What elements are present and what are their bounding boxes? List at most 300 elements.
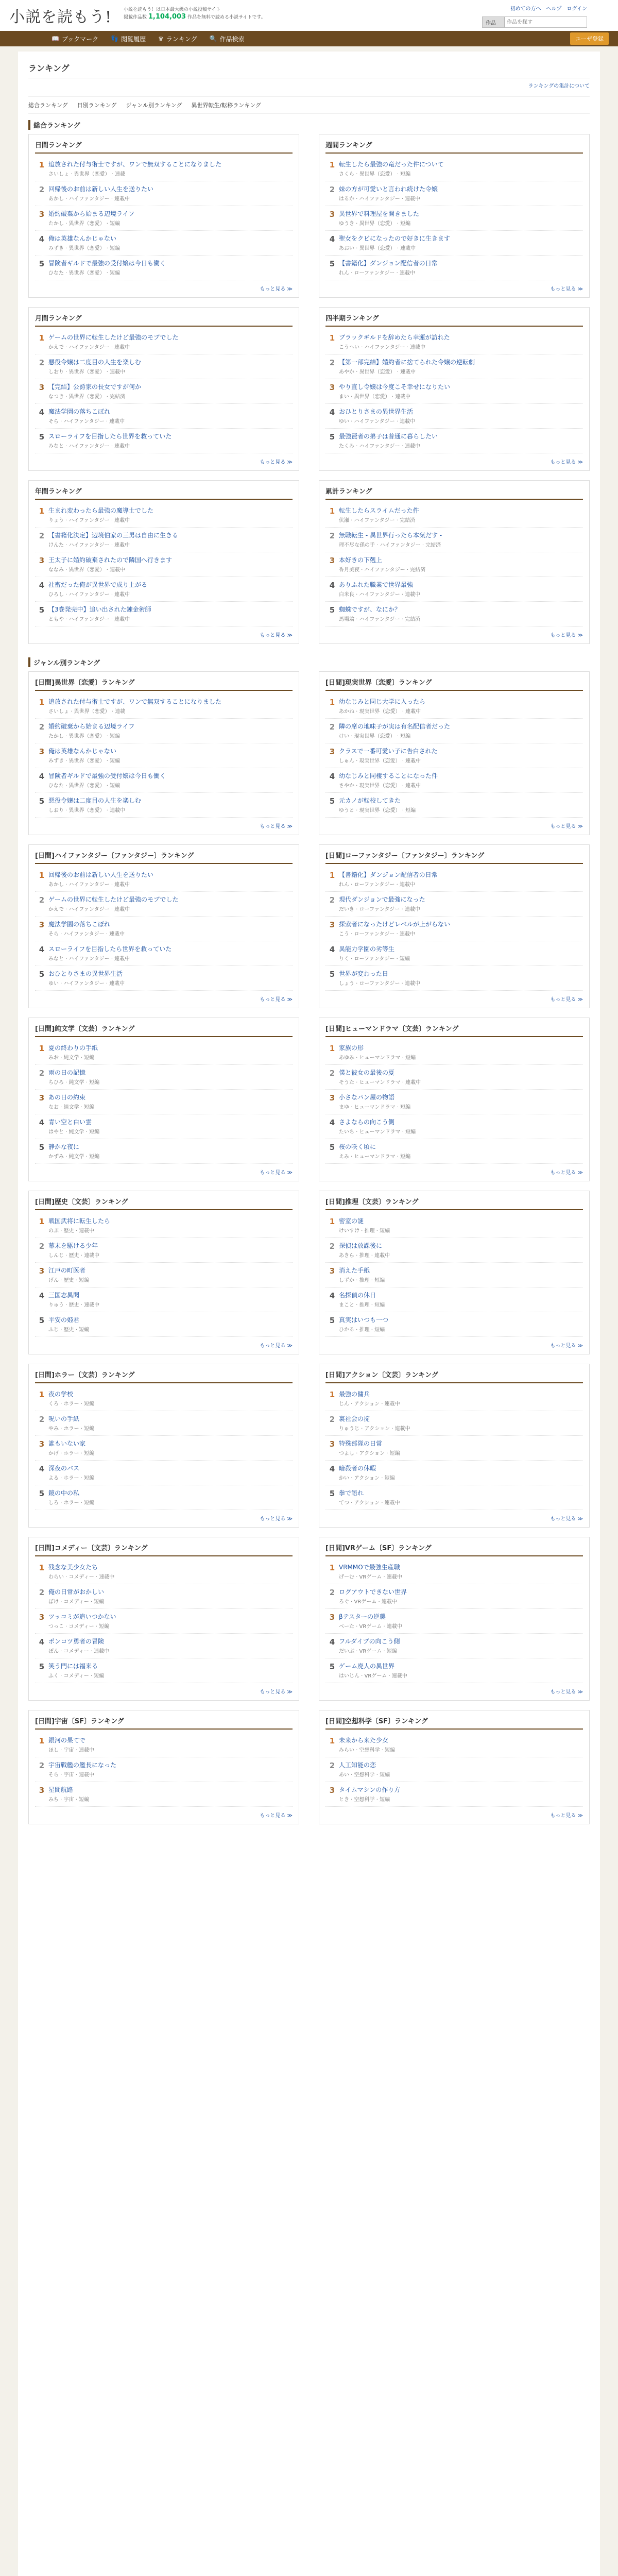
entry-info [339, 259, 583, 276]
entry-info [339, 506, 583, 523]
novel-title-link[interactable]: 戦国武将に転生したら [48, 1217, 111, 1225]
entry-info [339, 1291, 583, 1308]
entry-info [48, 506, 293, 523]
ranking-entry [35, 577, 293, 602]
more-link[interactable]: もっと見る ≫ [550, 997, 583, 1003]
novel-title-link[interactable]: ゲームの世界に転生したけど最強のモブでした [48, 334, 179, 341]
more-link[interactable]: もっと見る ≫ [260, 1689, 293, 1695]
novel-title-link[interactable]: 誰もいない家 [48, 1440, 86, 1447]
more-link[interactable]: もっと見る ≫ [550, 1170, 583, 1176]
entry-info [339, 895, 583, 912]
entry-info [339, 1439, 583, 1456]
rank-number: 2 [39, 1588, 45, 1597]
entry-info [48, 605, 293, 622]
ranking-entry [325, 1287, 583, 1312]
novel-meta: げーむ · VRゲーム · 連載中 [339, 1574, 402, 1580]
novel-meta: れん · ローファンタジー · 連載中 [339, 270, 415, 276]
novel-meta: 馬場翁 · ハイファンタジー · 完結済 [339, 617, 421, 622]
novel-title-link[interactable]: 聖女をクビになったので好きに生きます [339, 235, 451, 242]
novel-title-link[interactable]: 【書籍化】ダンジョン配信者の日常 [339, 260, 438, 267]
novel-title-link[interactable]: 【書籍化決定】辺境伯家の三男は自由に生きる [48, 532, 179, 539]
novel-title-link[interactable]: 王太子に婚約破棄されたので隣国へ行きます [48, 556, 173, 564]
novel-meta: はいじん · VRゲーム · 連載中 [339, 1673, 407, 1679]
entry-info [339, 1786, 583, 1803]
novel-title-link[interactable]: 未来から来た少女 [339, 1737, 389, 1744]
entry-info [339, 358, 583, 375]
novel-title-link[interactable]: 鏡の中の私 [48, 1489, 80, 1497]
rank-number: 5 [39, 796, 45, 806]
novel-title-link[interactable]: 夜の学校 [48, 1391, 74, 1398]
entry-info [48, 747, 293, 764]
novel-title-link[interactable]: 特殊部隊の日常 [339, 1440, 383, 1447]
novel-title-link[interactable]: クラスで一番可愛い子に告白された [339, 748, 438, 755]
novel-title-link[interactable]: 暗殺者の休暇 [339, 1465, 376, 1472]
ranking-entry [35, 1386, 293, 1411]
novel-title-link[interactable]: 転生したらスライムだった件 [339, 507, 419, 514]
rank-number: 3 [329, 556, 335, 565]
novel-meta: かげ · ホラー · 短編 [48, 1451, 95, 1456]
novel-title-link[interactable]: 星間航路 [48, 1786, 74, 1793]
more-link[interactable]: もっと見る ≫ [260, 633, 293, 638]
ranking-entry [325, 157, 583, 181]
ranking-entry [325, 1040, 583, 1065]
novel-title-link[interactable]: 無職転生 ‐ 異世界行ったら本気だす ‐ [339, 532, 442, 539]
novel-title-link[interactable]: 元カノが転校してきた [339, 797, 401, 804]
novel-title-link[interactable]: 笑う門には福来る [48, 1663, 98, 1670]
more-link[interactable]: もっと見る ≫ [260, 1516, 293, 1522]
novel-title-link[interactable]: ログアウトできない世界 [339, 1588, 407, 1596]
novel-title-link[interactable]: ありふれた職業で世界最強 [339, 581, 414, 588]
toplink-help[interactable]: ヘルプ [546, 6, 562, 12]
novel-title-link[interactable]: 【第一部完結】婚約者に捨てられた令嬢の逆転劇 [339, 359, 475, 366]
tab-isekai[interactable]: 異世界転生/転移ランキング [191, 102, 261, 109]
novel-title-link[interactable]: 魔法学園の落ちこぼれ [48, 921, 111, 928]
ranking-entry [325, 1461, 583, 1485]
rank-number: 1 [39, 1563, 45, 1572]
novel-title-link[interactable]: 回帰後のお前は新しい人生を送りたい [48, 871, 154, 878]
rank-number: 3 [39, 1093, 45, 1103]
novel-title-link[interactable]: 静かな夜に [48, 1143, 80, 1150]
novel-title-link[interactable]: βテスターの逆襲 [339, 1613, 386, 1620]
ranking-box [28, 1537, 299, 1701]
novel-meta: つっこ · コメディー · 短編 [48, 1624, 110, 1630]
entry-info [48, 1613, 293, 1630]
rank-number: 3 [39, 920, 45, 929]
novel-meta: あゆみ · ヒューマンドラマ · 短編 [339, 1055, 416, 1061]
novel-meta: のぶ · 歴史 · 連載中 [48, 1228, 95, 1234]
novel-meta: そら · ハイファンタジー · 連載中 [48, 931, 125, 937]
rank-number: 3 [329, 1266, 335, 1276]
novel-meta: なつき · 異世界（恋愛） · 完結済 [48, 394, 126, 400]
ranking-entry [35, 181, 293, 206]
novel-meta: 白米良 · ハイファンタジー · 連載中 [339, 592, 421, 598]
ranking-box [319, 480, 590, 644]
more-link[interactable]: もっと見る ≫ [260, 1343, 293, 1349]
ranking-entry [35, 503, 293, 528]
rank-number: 2 [329, 1761, 335, 1770]
rank-number: 5 [329, 1316, 335, 1325]
ranking-entry [325, 404, 583, 429]
rank-number: 5 [329, 1662, 335, 1671]
ranking-entry [35, 1461, 293, 1485]
novel-title-link[interactable]: 幼なじみと同じ大学に入ったら [339, 698, 426, 705]
ranking-page [18, 52, 600, 2576]
novel-title-link[interactable]: 隣の席の地味子が実は有名配信者だった [339, 723, 451, 730]
novel-meta: ふじ · 歴史 · 短編 [48, 1327, 90, 1333]
novel-meta: まゆ · ヒューマンドラマ · 短編 [339, 1105, 411, 1110]
rank-number: 3 [39, 556, 45, 565]
nav-ranking[interactable]: ♛ ランキング [158, 35, 197, 43]
ranking-tabs [28, 96, 590, 114]
ranking-entry [325, 231, 583, 256]
novel-title-link[interactable]: ゲーム廃人の異世界 [339, 1663, 395, 1670]
ranking-box [28, 480, 299, 644]
ranking-box [28, 1364, 299, 1528]
nav-bookmark[interactable]: 📖 ブックマーク [52, 35, 99, 43]
novel-title-link[interactable]: 追放された付与術士ですが、ワンで無双することになりました [48, 698, 222, 705]
novel-meta: れん · ローファンタジー · 連載中 [339, 882, 415, 888]
ranking-entry [35, 206, 293, 231]
novel-title-link[interactable]: 三国志異聞 [48, 1292, 80, 1299]
ranking-entry [325, 1584, 583, 1609]
ranking-entry [325, 528, 583, 552]
novel-title-link[interactable]: さよならの向こう側 [339, 1118, 395, 1126]
entry-info [48, 1316, 293, 1333]
rank-number: 5 [329, 1489, 335, 1498]
rank-number: 3 [329, 1439, 335, 1449]
tab-genre[interactable]: ジャンル別ランキング [126, 102, 182, 109]
tab-overall[interactable]: 総合ランキング [28, 102, 68, 109]
entry-info [48, 1093, 293, 1110]
novel-title-link[interactable]: 宇宙戦艦の艦長になった [48, 1761, 117, 1769]
novel-title-link[interactable]: 名探偵の休日 [339, 1292, 376, 1299]
ranking-entry [325, 206, 583, 231]
rank-number: 2 [39, 1242, 45, 1251]
novel-title-link[interactable]: 俺は英雄なんかじゃない [48, 748, 117, 755]
entry-info [48, 333, 293, 350]
history-icon: 👣 [111, 35, 119, 42]
site-tagline [124, 6, 278, 21]
novel-meta: ぽん · コメディー · 連載中 [48, 1649, 110, 1654]
rank-number: 3 [329, 1786, 335, 1795]
novel-title-link[interactable]: 雨の日の記憶 [48, 1069, 86, 1076]
rank-number: 4 [39, 1637, 45, 1647]
novel-meta: みなと · ハイファンタジー · 連載中 [48, 444, 130, 449]
ranking-entry [325, 1213, 583, 1238]
rank-number: 3 [39, 1439, 45, 1449]
novel-title-link[interactable]: 魔法学園の落ちこぼれ [48, 408, 111, 415]
ranking-box [28, 1018, 299, 1181]
novel-title-link[interactable]: ゲームの世界に転生したけど最強のモブでした [48, 896, 179, 903]
rank-number: 2 [39, 1415, 45, 1424]
entry-info [48, 185, 293, 202]
rank-number: 3 [39, 210, 45, 219]
rank-number: 2 [329, 1242, 335, 1251]
ranking-box-title: [日間]宇宙〔SF〕ランキング [35, 1716, 293, 1730]
section-overall-title: 総合ランキング [28, 120, 590, 130]
more-link[interactable]: もっと見る ≫ [550, 1689, 583, 1695]
entry-info [339, 1588, 583, 1605]
ranking-entry [35, 602, 293, 626]
ranking-entry [35, 1658, 293, 1683]
novel-title-link[interactable]: 【書籍化】ダンジョン配信者の日常 [339, 871, 438, 878]
novel-title-link[interactable]: あの日の約束 [48, 1094, 86, 1101]
more-link[interactable]: もっと見る ≫ [260, 1170, 293, 1176]
novel-title-link[interactable]: 現代ダンジョンで最強になった [339, 896, 425, 903]
novel-title-link[interactable]: おひとりさまの異世界生活 [339, 408, 414, 415]
ranking-entry [35, 1609, 293, 1634]
novel-title-link[interactable]: ブラックギルドを辞めたら幸運が訪れた [339, 334, 450, 341]
ranking-box-title: [日間]ハイファンタジー〔ファンタジー〕ランキング [35, 850, 293, 864]
novel-title-link[interactable]: 冒険者ギルドで最強の受付嬢は今日も働く [48, 772, 166, 779]
ranking-entry [325, 354, 583, 379]
novel-title-link[interactable]: 僕と彼女の最後の夏 [339, 1069, 395, 1076]
rank-number: 2 [39, 1761, 45, 1770]
novel-meta: そら · ハイファンタジー · 連載中 [48, 419, 125, 425]
novel-title-link[interactable]: 呪いの手紙 [48, 1415, 80, 1422]
entry-info [339, 1069, 583, 1086]
novel-meta: とき · 空想科学 · 短編 [339, 1797, 390, 1803]
more-link[interactable]: もっと見る ≫ [260, 824, 293, 829]
rank-number: 4 [329, 1637, 335, 1647]
ranking-help-link[interactable]: ランキングの集計について [528, 83, 590, 89]
entry-info [48, 1761, 293, 1778]
novel-title-link[interactable]: 残念な美少女たち [48, 1564, 98, 1571]
entry-info [339, 1613, 583, 1630]
entry-info [339, 796, 583, 814]
rank-number: 5 [39, 1143, 45, 1152]
ranking-box-title: [日間]異世界〔恋愛〕ランキング [35, 677, 293, 691]
novel-title-link[interactable]: 夏の終わりの手紙 [48, 1044, 98, 1052]
rank-number: 1 [39, 1736, 45, 1745]
entry-info [339, 1489, 583, 1506]
novel-title-link[interactable]: 悪役令嬢は二度目の人生を楽しむ [48, 359, 142, 366]
novel-title-link[interactable]: 裏社会の掟 [339, 1415, 370, 1422]
novel-title-link[interactable]: VRMMOで最強生産職 [339, 1564, 400, 1571]
novel-title-link[interactable]: 拳で語れ [339, 1489, 364, 1497]
novel-title-link[interactable]: 回帰後のお前は新しい人生を送りたい [48, 185, 154, 193]
ranking-box-title: [日間]歴史〔文芸〕ランキング [35, 1196, 293, 1210]
main-nav [0, 31, 618, 46]
novel-title-link[interactable]: 桜の咲く頃に [339, 1143, 376, 1150]
novel-meta: かえで · ハイファンタジー · 連載中 [48, 907, 130, 912]
novel-title-link[interactable]: 冒険者ギルドで最強の受付嬢は今日も働く [48, 260, 166, 267]
novel-title-link[interactable]: 人工知能の恋 [339, 1761, 376, 1769]
more-link[interactable]: もっと見る ≫ [260, 997, 293, 1003]
novel-title-link[interactable]: ツッコミが追いつかない [48, 1613, 116, 1620]
ranking-entry [35, 966, 293, 991]
novel-meta: ひなた · 異世界（恋愛） · 短編 [48, 270, 121, 276]
novel-title-link[interactable]: 探偵は放課後に [339, 1242, 383, 1249]
novel-title-link[interactable]: 探索者になったけどレベルが上がらない [339, 921, 451, 928]
novel-title-link[interactable]: 【3巻発売中】追い出された錬金術師 [48, 606, 151, 613]
more-link[interactable]: もっと見る ≫ [260, 460, 293, 465]
ranking-entry [35, 941, 293, 966]
novel-title-link[interactable]: 銀河の果てで [48, 1737, 86, 1744]
novel-title-link[interactable]: 社畜だった俺が異世界で成り上がる [48, 581, 148, 588]
search-type-select[interactable]: 作品 [482, 16, 505, 28]
novel-title-link[interactable]: 幼なじみと同棲することになった件 [339, 772, 438, 779]
entry-info [48, 970, 293, 987]
novel-title-link[interactable]: フルダイブの向こう側 [339, 1638, 400, 1645]
search-input[interactable] [505, 16, 587, 28]
novel-title-link[interactable]: 追放された付与術士ですが、ワンで無双することになりました [48, 161, 222, 168]
rank-number: 4 [39, 1464, 45, 1473]
ranking-box [28, 134, 299, 298]
novel-title-link[interactable]: 俺の日常がおかしい [48, 1588, 105, 1596]
ranking-entry [325, 1065, 583, 1090]
novel-meta: さくら · 異世界（恋愛） · 短編 [339, 172, 411, 177]
ranking-entry [325, 429, 583, 453]
ranking-box-title: 累計ランキング [325, 486, 583, 500]
more-link[interactable]: もっと見る ≫ [260, 286, 293, 292]
nav-history[interactable]: 👣 閲覧履歴 [111, 35, 146, 43]
novel-title-link[interactable]: 悪役令嬢は二度目の人生を楽しむ [48, 797, 142, 804]
novel-title-link[interactable]: 青い空と白い雲 [48, 1118, 92, 1126]
novel-title-link[interactable]: 婚約破棄から始まる辺境ライフ [48, 210, 135, 217]
rank-number: 2 [329, 1588, 335, 1597]
novel-title-link[interactable]: おひとりさまの異世界生活 [48, 970, 123, 977]
entry-info [339, 408, 583, 425]
rank-number: 1 [39, 1390, 45, 1399]
tab-daily[interactable]: 日別ランキング [77, 102, 117, 109]
novel-title-link[interactable]: 平安の姫君 [48, 1316, 80, 1324]
nav-search[interactable]: 🔍 作品検索 [209, 35, 245, 43]
novel-title-link[interactable]: 生まれ変わったら最強の魔導士でした [48, 507, 153, 514]
ranking-box [319, 1364, 590, 1528]
novel-meta: みずき · 異世界（恋愛） · 短編 [48, 246, 121, 251]
ranking-entry [325, 1411, 583, 1436]
rank-number: 4 [39, 772, 45, 781]
novel-title-link[interactable]: 密室の謎 [339, 1217, 364, 1225]
ranking-entry [325, 1658, 583, 1683]
novel-title-link[interactable]: 消えた手紙 [339, 1267, 370, 1274]
entry-info [48, 1143, 293, 1160]
rank-number: 2 [39, 531, 45, 540]
ranking-entry [325, 602, 583, 626]
novel-meta: まい · 異世界（恋愛） · 連載中 [339, 394, 411, 400]
novel-meta: しずか · 推理 · 短編 [339, 1278, 385, 1283]
entry-info [48, 1390, 293, 1407]
ranking-entry [325, 1436, 583, 1461]
novel-title-link[interactable]: ポンコツ勇者の冒険 [48, 1638, 105, 1645]
novel-title-link[interactable]: 異能力学園の劣等生 [339, 945, 395, 953]
rank-number: 4 [329, 581, 335, 590]
rank-number: 2 [329, 531, 335, 540]
more-link[interactable]: もっと見る ≫ [550, 1516, 583, 1522]
ranking-box [319, 307, 590, 471]
novel-meta: ゆうき · 異世界（恋愛） · 短編 [339, 221, 411, 227]
entry-info [339, 722, 583, 739]
rank-number: 1 [329, 1217, 335, 1226]
rank-number: 1 [329, 333, 335, 343]
novel-meta: さやか · 現実世界（恋愛） · 連載中 [339, 783, 421, 789]
novel-title-link[interactable]: 小さなパン屋の物語 [339, 1094, 395, 1101]
ranking-entry [325, 1485, 583, 1510]
novel-title-link[interactable]: 転生したら最強の竜だった件について [339, 161, 444, 168]
ranking-entry [325, 1238, 583, 1263]
novel-title-link[interactable]: やり直し令嬢は今度こそ幸せになりたい [339, 383, 451, 391]
more-link[interactable]: もっと見る ≫ [260, 1813, 293, 1819]
ranking-entry [325, 577, 583, 602]
novel-title-link[interactable]: 家族の形 [339, 1044, 364, 1052]
rank-number: 5 [39, 605, 45, 615]
entry-info [48, 1662, 293, 1679]
ranking-entry [35, 404, 293, 429]
entry-info [339, 1662, 583, 1679]
ranking-box [28, 844, 299, 1008]
novel-title-link[interactable]: 深夜のバス [48, 1465, 80, 1472]
novel-title-link[interactable]: 真実はいつも一つ [339, 1316, 389, 1324]
site-logo[interactable]: 小説を読もう! [9, 8, 112, 26]
entry-info [339, 1390, 583, 1407]
genre-ranking-grid [28, 671, 590, 1834]
more-link[interactable]: もっと見る ≫ [550, 286, 583, 292]
rank-number: 4 [329, 1291, 335, 1300]
novel-meta: だいき · ローファンタジー · 連載中 [339, 907, 420, 912]
entry-info [48, 1291, 293, 1308]
rank-number: 3 [329, 747, 335, 756]
novel-meta: まこと · 推理 · 短編 [339, 1302, 385, 1308]
novel-title-link[interactable]: 妹の方が可愛いと言われ続けた令嬢 [339, 185, 438, 193]
rank-number: 5 [329, 432, 335, 442]
novel-title-link[interactable]: 俺は英雄なんかじゃない [48, 235, 117, 242]
novel-title-link[interactable]: 幕末を駆ける少年 [48, 1242, 98, 1249]
register-button[interactable]: ユーザ登録 [570, 32, 609, 45]
ranking-entry [35, 379, 293, 404]
more-link[interactable]: もっと見る ≫ [550, 633, 583, 638]
novel-meta: べーた · VRゲーム · 連載中 [339, 1624, 402, 1630]
more-link[interactable]: もっと見る ≫ [550, 460, 583, 465]
novel-title-link[interactable]: 【完結】公爵家の長女ですが何か [48, 383, 142, 391]
rank-number: 5 [39, 432, 45, 442]
ranking-entry [325, 1560, 583, 1584]
toplink-login[interactable]: ログイン [566, 6, 587, 12]
entry-info [339, 1217, 583, 1234]
novel-meta: あかし · ハイファンタジー · 連載中 [48, 196, 130, 202]
novel-title-link[interactable]: 江戸の町医者 [48, 1267, 86, 1274]
novel-title-link[interactable]: 異世界で料理屋を開きました [339, 210, 420, 217]
more-link[interactable]: もっと見る ≫ [550, 1813, 583, 1819]
toplink-beginner[interactable]: 初めての方へ [510, 6, 541, 12]
novel-title-link[interactable]: 最強の傭兵 [339, 1391, 370, 1398]
bookmark-icon: 📖 [52, 35, 59, 42]
novel-title-link[interactable]: 世界が変わった日 [339, 970, 388, 977]
entry-info [48, 408, 293, 425]
novel-title-link[interactable]: 本好きの下剋上 [339, 556, 383, 564]
entry-info [339, 1044, 583, 1061]
novel-meta: なお · 純文学 · 短編 [48, 1105, 95, 1110]
novel-title-link[interactable]: タイムマシンの作り方 [339, 1786, 401, 1793]
entry-info [48, 871, 293, 888]
novel-title-link[interactable]: 婚約破棄から始まる辺境ライフ [48, 723, 135, 730]
rank-number: 2 [39, 185, 45, 194]
novel-meta: ぼけ · コメディー · 短編 [48, 1599, 105, 1605]
more-link[interactable]: もっと見る ≫ [550, 824, 583, 829]
novel-title-link[interactable]: スローライフを目指したら世界を救っていた [48, 433, 172, 440]
ranking-box [28, 307, 299, 471]
novel-meta: よる · ホラー · 短編 [48, 1476, 95, 1481]
novel-title-link[interactable]: スローライフを目指したら世界を救っていた [48, 945, 172, 953]
more-link[interactable]: もっと見る ≫ [550, 1343, 583, 1349]
novel-title-link[interactable]: 蜘蛛ですが、なにか？ [339, 606, 401, 613]
rank-number: 1 [329, 698, 335, 707]
crown-icon: ♛ [158, 35, 164, 42]
rank-number: 1 [39, 1044, 45, 1053]
novel-title-link[interactable]: 最強賢者の弟子は普通に暮らしたい [339, 433, 438, 440]
ranking-box-title: [日間]アクション〔文芸〕ランキング [325, 1369, 583, 1383]
ranking-box-title: 月間ランキング [35, 313, 293, 327]
